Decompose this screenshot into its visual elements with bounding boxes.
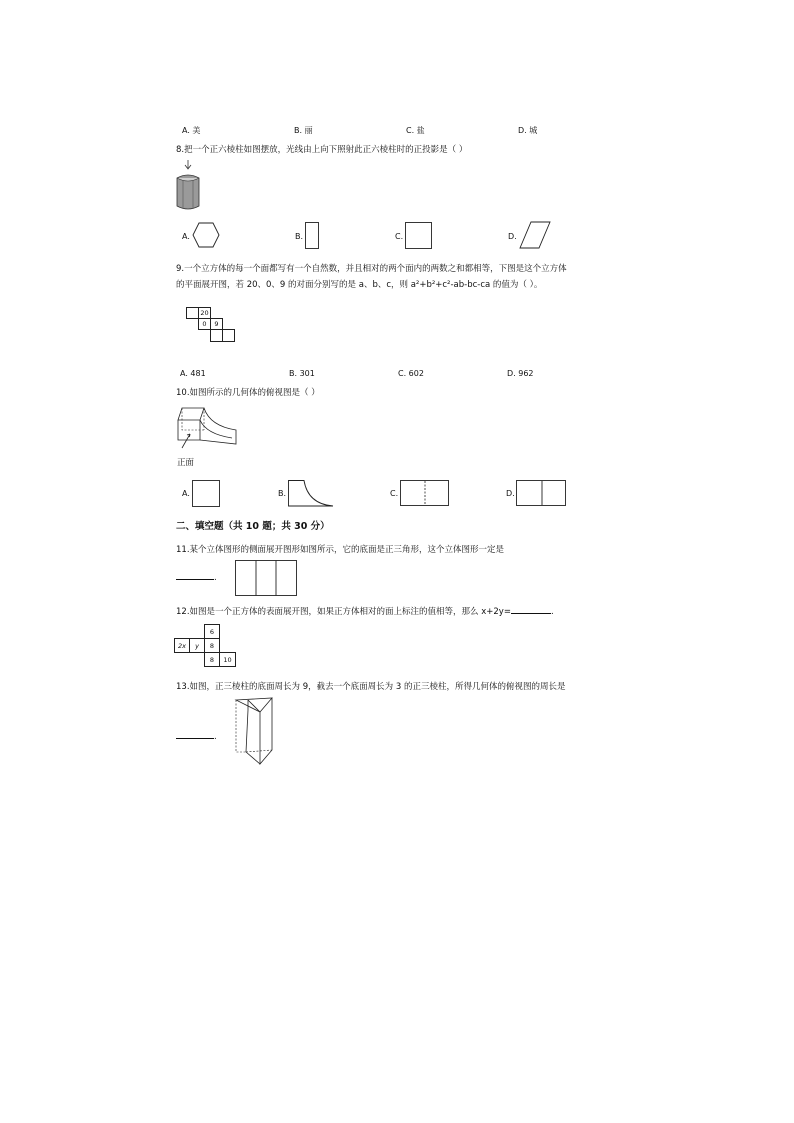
q10-question: 10.如图所示的几何体的俯视图是（ ） xyxy=(176,388,320,398)
q9-option-d: D. 962 xyxy=(507,369,534,378)
q11-lateral-net xyxy=(235,560,297,596)
q13-question: 13.如图，正三棱柱的底面周长为 9，截去一个底面周长为 3 的正三棱柱，所得几何体的俯视图的周长是 xyxy=(176,682,566,692)
net-cell-8b: 8 xyxy=(204,652,220,667)
q8-option-d-label: D. xyxy=(508,232,517,241)
q8-option-b-rectangle xyxy=(305,222,319,249)
q12-blank[interactable] xyxy=(511,613,551,614)
section-title: 二、填空题（共 10 题；共 30 分） xyxy=(176,521,330,532)
q11-blank[interactable] xyxy=(176,579,214,580)
q10-option-a-square xyxy=(192,480,220,507)
q8-option-a-hexagon xyxy=(192,222,220,248)
q9-option-a: A. 481 xyxy=(180,369,206,378)
net-cell-2x: 2x xyxy=(174,638,190,653)
net-cell-6: 6 xyxy=(204,624,220,639)
q8-option-c-square xyxy=(405,222,432,249)
q7-option-c: C. 盐 xyxy=(406,126,425,135)
q8-option-a-label: A. xyxy=(182,232,190,241)
q10-option-d-rect-solid xyxy=(516,480,566,506)
q10-option-a-label: A. xyxy=(182,489,190,498)
front-label: 正面 xyxy=(177,458,195,468)
q11-question: 11.某个立体图形的侧面展开图形如图所示，它的底面是正三角形，这个立体图形一定是 xyxy=(176,545,505,555)
net-cell-10: 10 xyxy=(219,652,236,667)
q10-option-d-label: D. xyxy=(506,489,515,498)
q13-prism-figure xyxy=(232,696,278,766)
net-cell-0: 0 xyxy=(198,318,211,330)
q7-option-d: D. 城 xyxy=(518,126,538,135)
q9-option-b: B. 301 xyxy=(289,369,315,378)
net-cell-8a: 8 xyxy=(204,638,220,653)
q10-solid-figure xyxy=(176,404,240,458)
q8-option-c-label: C. xyxy=(395,232,404,241)
q8-option-b-label: B. xyxy=(295,232,304,241)
q9-question-line2: 的平面展开图，若 20、0、9 的对面分别写的是 a、b、c，则 a²+b²+c²-ab-bc-ca 的值为（ ）。 xyxy=(176,280,543,290)
net-cell-20: 20 xyxy=(198,307,211,319)
q10-option-b-label: B. xyxy=(278,489,287,498)
q12-cube-net xyxy=(174,624,236,668)
q10-option-c-rect-dashed xyxy=(400,480,449,506)
net-cell-9: 9 xyxy=(210,318,223,330)
hex-prism-figure xyxy=(174,160,204,212)
q7-option-b: B. 丽 xyxy=(294,126,313,135)
q13-blank[interactable] xyxy=(176,738,214,739)
q12-question[interactable]: 12.如图是一个正方体的表面展开图，如果正方体相对的面上标注的值相等，那么 x+2y= . xyxy=(176,607,554,617)
q8-option-d-parallelogram xyxy=(519,221,551,249)
q11-answer-line: . xyxy=(176,573,217,583)
q9-question-line1: 9.一个立方体的每一个面都写有一个自然数，并且相对的两个面内的两数之和都相等，下图是这个立方体 xyxy=(176,264,567,274)
q9-option-c: C. 602 xyxy=(398,369,424,378)
net-cell-y: y xyxy=(189,638,205,653)
q10-option-b-curve-shape xyxy=(288,480,334,507)
q10-option-c-label: C. xyxy=(390,489,399,498)
q9-cube-net xyxy=(186,307,238,345)
q7-option-a: A. 美 xyxy=(182,126,201,135)
q13-answer-line: . xyxy=(176,732,217,742)
q8-question: 8.把一个正六棱柱如图摆放，光线由上向下照射此正六棱柱时的正投影是（ ） xyxy=(176,145,468,155)
